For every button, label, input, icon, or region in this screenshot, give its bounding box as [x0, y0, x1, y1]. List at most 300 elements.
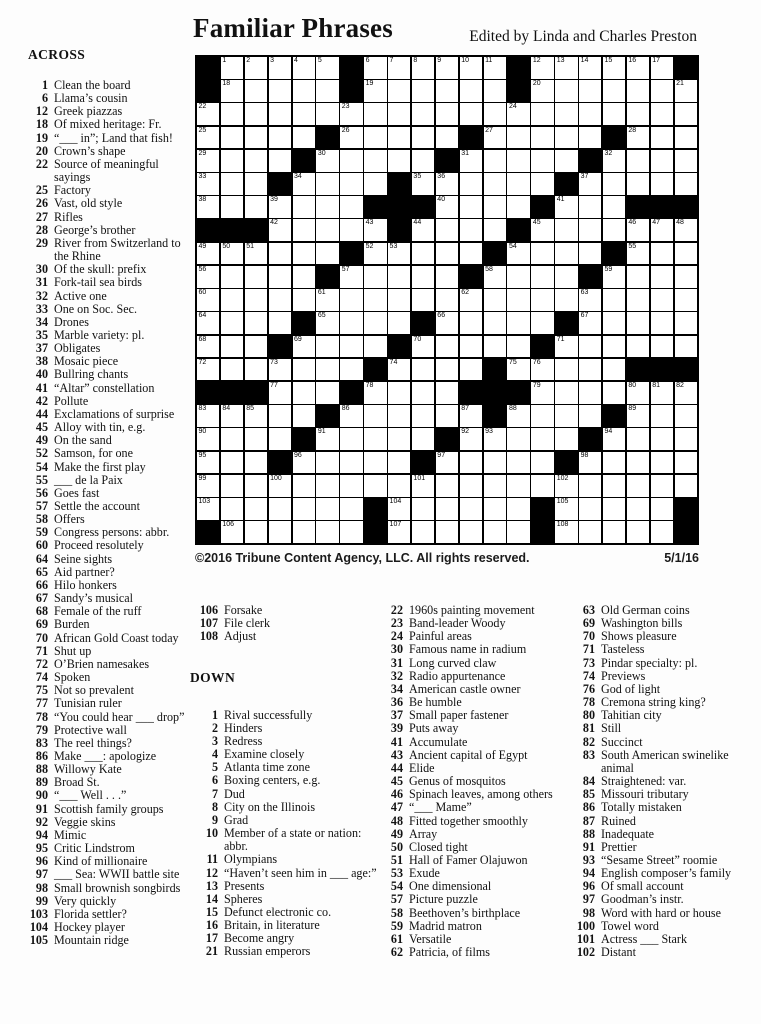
grid-cell[interactable] [531, 243, 553, 265]
grid-cell[interactable] [316, 289, 338, 311]
grid-cell[interactable] [579, 475, 601, 497]
grid-cell[interactable] [603, 475, 625, 497]
grid-cell[interactable] [627, 103, 649, 125]
grid-cell[interactable] [436, 382, 458, 404]
grid-cell[interactable] [651, 80, 673, 102]
grid-cell[interactable] [316, 382, 338, 404]
grid-cell[interactable] [651, 150, 673, 172]
grid-cell[interactable] [484, 103, 506, 125]
grid-cell[interactable] [293, 475, 315, 497]
grid-cell[interactable] [579, 103, 601, 125]
grid-cell[interactable] [507, 312, 529, 334]
grid-cell[interactable] [388, 405, 410, 427]
grid-cell[interactable] [579, 173, 601, 195]
grid-cell[interactable] [340, 266, 362, 288]
grid-cell[interactable] [412, 405, 434, 427]
grid-cell[interactable] [531, 150, 553, 172]
grid-cell[interactable] [627, 127, 649, 149]
grid-cell[interactable] [436, 80, 458, 102]
grid-cell[interactable] [412, 521, 434, 543]
grid-cell[interactable] [484, 521, 506, 543]
grid-cell[interactable] [245, 452, 267, 474]
grid-cell[interactable] [293, 103, 315, 125]
grid-cell[interactable] [412, 57, 434, 79]
grid-cell[interactable] [531, 103, 553, 125]
grid-cell[interactable] [436, 103, 458, 125]
grid-cell[interactable] [197, 243, 219, 265]
grid-cell[interactable] [651, 127, 673, 149]
grid-cell[interactable] [460, 312, 482, 334]
grid-cell[interactable] [555, 243, 577, 265]
grid-cell[interactable] [579, 359, 601, 381]
grid-cell[interactable] [507, 127, 529, 149]
grid-cell[interactable] [603, 103, 625, 125]
grid-cell[interactable] [651, 521, 673, 543]
grid-cell[interactable] [197, 452, 219, 474]
grid-cell[interactable] [364, 336, 386, 358]
grid-cell[interactable] [531, 405, 553, 427]
grid-cell[interactable] [579, 382, 601, 404]
grid-cell[interactable] [316, 103, 338, 125]
grid-cell[interactable] [531, 266, 553, 288]
grid-cell[interactable] [412, 336, 434, 358]
grid-cell[interactable] [675, 336, 697, 358]
grid-cell[interactable] [531, 452, 553, 474]
grid-cell[interactable] [627, 475, 649, 497]
grid-cell[interactable] [221, 196, 243, 218]
grid-cell[interactable] [555, 382, 577, 404]
grid-cell[interactable] [412, 80, 434, 102]
grid-cell[interactable] [245, 405, 267, 427]
grid-cell[interactable] [555, 266, 577, 288]
grid-cell[interactable] [388, 80, 410, 102]
grid-cell[interactable] [388, 57, 410, 79]
grid-cell[interactable] [555, 289, 577, 311]
grid-cell[interactable] [316, 428, 338, 450]
grid-cell[interactable] [651, 289, 673, 311]
grid-cell[interactable] [436, 405, 458, 427]
grid-cell[interactable] [579, 452, 601, 474]
grid-cell[interactable] [675, 405, 697, 427]
grid-cell[interactable] [555, 359, 577, 381]
grid-cell[interactable] [340, 219, 362, 241]
grid-cell[interactable] [460, 173, 482, 195]
grid-cell[interactable] [627, 405, 649, 427]
grid-cell[interactable] [651, 57, 673, 79]
grid-cell[interactable] [269, 312, 291, 334]
grid-cell[interactable] [531, 57, 553, 79]
grid-cell[interactable] [340, 405, 362, 427]
grid-cell[interactable] [245, 266, 267, 288]
grid-cell[interactable] [484, 57, 506, 79]
grid-cell[interactable] [221, 452, 243, 474]
grid-cell[interactable] [340, 289, 362, 311]
grid-cell[interactable] [627, 498, 649, 520]
grid-cell[interactable] [651, 452, 673, 474]
grid-cell[interactable] [460, 428, 482, 450]
grid-cell[interactable] [245, 289, 267, 311]
grid-cell[interactable] [293, 359, 315, 381]
grid-cell[interactable] [436, 359, 458, 381]
grid-cell[interactable] [388, 359, 410, 381]
grid-cell[interactable] [340, 336, 362, 358]
grid-cell[interactable] [364, 475, 386, 497]
grid-cell[interactable] [293, 196, 315, 218]
grid-cell[interactable] [579, 521, 601, 543]
grid-cell[interactable] [675, 103, 697, 125]
grid-cell[interactable] [507, 289, 529, 311]
grid-cell[interactable] [221, 498, 243, 520]
grid-cell[interactable] [293, 243, 315, 265]
grid-cell[interactable] [436, 219, 458, 241]
grid-cell[interactable] [651, 312, 673, 334]
grid-cell[interactable] [197, 312, 219, 334]
grid-cell[interactable] [221, 312, 243, 334]
grid-cell[interactable] [388, 382, 410, 404]
grid-cell[interactable] [412, 173, 434, 195]
grid-cell[interactable] [221, 405, 243, 427]
grid-cell[interactable] [245, 103, 267, 125]
grid-cell[interactable] [221, 359, 243, 381]
grid-cell[interactable] [484, 336, 506, 358]
grid-cell[interactable] [197, 498, 219, 520]
grid-cell[interactable] [460, 150, 482, 172]
grid-cell[interactable] [412, 359, 434, 381]
grid-cell[interactable] [460, 452, 482, 474]
grid-cell[interactable] [436, 173, 458, 195]
grid-cell[interactable] [412, 475, 434, 497]
grid-cell[interactable] [603, 196, 625, 218]
grid-cell[interactable] [531, 312, 553, 334]
grid-cell[interactable] [507, 196, 529, 218]
grid-cell[interactable] [603, 173, 625, 195]
grid-cell[interactable] [675, 289, 697, 311]
grid-cell[interactable] [221, 57, 243, 79]
grid-cell[interactable] [412, 150, 434, 172]
grid-cell[interactable] [531, 80, 553, 102]
grid-cell[interactable] [531, 127, 553, 149]
grid-cell[interactable] [197, 266, 219, 288]
grid-cell[interactable] [388, 428, 410, 450]
grid-cell[interactable] [388, 452, 410, 474]
grid-cell[interactable] [627, 289, 649, 311]
grid-cell[interactable] [197, 127, 219, 149]
grid-cell[interactable] [555, 57, 577, 79]
grid-cell[interactable] [627, 266, 649, 288]
grid-cell[interactable] [484, 312, 506, 334]
grid-cell[interactable] [388, 266, 410, 288]
grid-cell[interactable] [507, 359, 529, 381]
grid-cell[interactable] [675, 382, 697, 404]
grid-cell[interactable] [364, 289, 386, 311]
grid-cell[interactable] [269, 57, 291, 79]
grid-cell[interactable] [651, 498, 673, 520]
grid-cell[interactable] [555, 150, 577, 172]
grid-cell[interactable] [555, 521, 577, 543]
grid-cell[interactable] [293, 80, 315, 102]
grid-cell[interactable] [269, 243, 291, 265]
grid-cell[interactable] [579, 312, 601, 334]
grid-cell[interactable] [316, 80, 338, 102]
grid-cell[interactable] [316, 219, 338, 241]
grid-cell[interactable] [484, 428, 506, 450]
grid-cell[interactable] [484, 475, 506, 497]
grid-cell[interactable] [388, 103, 410, 125]
grid-cell[interactable] [340, 359, 362, 381]
grid-cell[interactable] [651, 266, 673, 288]
grid-cell[interactable] [269, 289, 291, 311]
grid-cell[interactable] [197, 405, 219, 427]
grid-cell[interactable] [388, 243, 410, 265]
grid-cell[interactable] [245, 57, 267, 79]
grid-cell[interactable] [603, 336, 625, 358]
grid-cell[interactable] [316, 475, 338, 497]
grid-cell[interactable] [603, 80, 625, 102]
grid-cell[interactable] [460, 405, 482, 427]
grid-cell[interactable] [412, 243, 434, 265]
grid-cell[interactable] [507, 498, 529, 520]
grid-cell[interactable] [627, 243, 649, 265]
grid-cell[interactable] [293, 336, 315, 358]
grid-cell[interactable] [197, 475, 219, 497]
grid-cell[interactable] [507, 103, 529, 125]
grid-cell[interactable] [484, 289, 506, 311]
grid-cell[interactable] [436, 498, 458, 520]
grid-cell[interactable] [388, 475, 410, 497]
grid-cell[interactable] [460, 80, 482, 102]
grid-cell[interactable] [436, 289, 458, 311]
grid-cell[interactable] [627, 382, 649, 404]
grid-cell[interactable] [555, 219, 577, 241]
grid-cell[interactable] [531, 382, 553, 404]
grid-cell[interactable] [293, 382, 315, 404]
grid-cell[interactable] [627, 452, 649, 474]
grid-cell[interactable] [245, 498, 267, 520]
grid-cell[interactable] [340, 103, 362, 125]
grid-cell[interactable] [436, 312, 458, 334]
crossword-grid[interactable] [195, 55, 699, 545]
grid-cell[interactable] [316, 243, 338, 265]
grid-cell[interactable] [412, 219, 434, 241]
grid-cell[interactable] [603, 521, 625, 543]
grid-cell[interactable] [627, 150, 649, 172]
grid-cell[interactable] [507, 150, 529, 172]
grid-cell[interactable] [579, 219, 601, 241]
grid-cell[interactable] [245, 475, 267, 497]
grid-cell[interactable] [460, 243, 482, 265]
grid-cell[interactable] [651, 243, 673, 265]
grid-cell[interactable] [364, 312, 386, 334]
grid-cell[interactable] [675, 243, 697, 265]
grid-cell[interactable] [269, 266, 291, 288]
grid-cell[interactable] [579, 57, 601, 79]
grid-cell[interactable] [675, 452, 697, 474]
grid-cell[interactable] [484, 150, 506, 172]
grid-cell[interactable] [579, 405, 601, 427]
grid-cell[interactable] [627, 57, 649, 79]
grid-cell[interactable] [555, 498, 577, 520]
grid-cell[interactable] [340, 498, 362, 520]
grid-cell[interactable] [269, 428, 291, 450]
grid-cell[interactable] [675, 150, 697, 172]
grid-cell[interactable] [293, 219, 315, 241]
grid-cell[interactable] [364, 452, 386, 474]
grid-cell[interactable] [388, 312, 410, 334]
grid-cell[interactable] [579, 196, 601, 218]
grid-cell[interactable] [627, 173, 649, 195]
grid-cell[interactable] [531, 428, 553, 450]
grid-cell[interactable] [484, 196, 506, 218]
grid-cell[interactable] [221, 80, 243, 102]
grid-cell[interactable] [603, 452, 625, 474]
grid-cell[interactable] [316, 498, 338, 520]
grid-cell[interactable] [651, 103, 673, 125]
grid-cell[interactable] [340, 150, 362, 172]
grid-cell[interactable] [269, 359, 291, 381]
grid-cell[interactable] [436, 57, 458, 79]
grid-cell[interactable] [245, 359, 267, 381]
grid-cell[interactable] [364, 57, 386, 79]
grid-cell[interactable] [460, 336, 482, 358]
grid-cell[interactable] [364, 103, 386, 125]
grid-cell[interactable] [269, 405, 291, 427]
grid-cell[interactable] [507, 452, 529, 474]
grid-cell[interactable] [603, 150, 625, 172]
grid-cell[interactable] [627, 80, 649, 102]
grid-cell[interactable] [269, 475, 291, 497]
grid-cell[interactable] [507, 266, 529, 288]
grid-cell[interactable] [651, 382, 673, 404]
grid-cell[interactable] [651, 173, 673, 195]
grid-cell[interactable] [555, 196, 577, 218]
grid-cell[interactable] [555, 103, 577, 125]
grid-cell[interactable] [269, 80, 291, 102]
grid-cell[interactable] [507, 173, 529, 195]
grid-cell[interactable] [484, 266, 506, 288]
grid-cell[interactable] [293, 405, 315, 427]
grid-cell[interactable] [484, 452, 506, 474]
grid-cell[interactable] [436, 196, 458, 218]
grid-cell[interactable] [436, 266, 458, 288]
grid-cell[interactable] [412, 382, 434, 404]
grid-cell[interactable] [221, 266, 243, 288]
grid-cell[interactable] [675, 173, 697, 195]
grid-cell[interactable] [603, 382, 625, 404]
grid-cell[interactable] [460, 289, 482, 311]
grid-cell[interactable] [531, 173, 553, 195]
grid-cell[interactable] [436, 336, 458, 358]
grid-cell[interactable] [531, 359, 553, 381]
grid-cell[interactable] [484, 80, 506, 102]
grid-cell[interactable] [555, 428, 577, 450]
grid-cell[interactable] [221, 150, 243, 172]
grid-cell[interactable] [221, 173, 243, 195]
grid-cell[interactable] [245, 150, 267, 172]
grid-cell[interactable] [388, 498, 410, 520]
grid-cell[interactable] [269, 219, 291, 241]
grid-cell[interactable] [245, 336, 267, 358]
grid-cell[interactable] [675, 127, 697, 149]
grid-cell[interactable] [579, 498, 601, 520]
grid-cell[interactable] [316, 150, 338, 172]
grid-cell[interactable] [507, 243, 529, 265]
grid-cell[interactable] [603, 428, 625, 450]
grid-cell[interactable] [603, 57, 625, 79]
grid-cell[interactable] [627, 219, 649, 241]
grid-cell[interactable] [531, 289, 553, 311]
grid-cell[interactable] [436, 127, 458, 149]
grid-cell[interactable] [316, 452, 338, 474]
grid-cell[interactable] [221, 521, 243, 543]
grid-cell[interactable] [627, 428, 649, 450]
grid-cell[interactable] [555, 127, 577, 149]
grid-cell[interactable] [675, 219, 697, 241]
grid-cell[interactable] [221, 127, 243, 149]
grid-cell[interactable] [197, 428, 219, 450]
grid-cell[interactable] [269, 150, 291, 172]
grid-cell[interactable] [484, 219, 506, 241]
grid-cell[interactable] [364, 127, 386, 149]
grid-cell[interactable] [412, 266, 434, 288]
grid-cell[interactable] [412, 127, 434, 149]
grid-cell[interactable] [388, 289, 410, 311]
grid-cell[interactable] [340, 127, 362, 149]
grid-cell[interactable] [507, 428, 529, 450]
grid-cell[interactable] [340, 475, 362, 497]
grid-cell[interactable] [507, 336, 529, 358]
grid-cell[interactable] [293, 57, 315, 79]
grid-cell[interactable] [555, 80, 577, 102]
grid-cell[interactable] [675, 475, 697, 497]
grid-cell[interactable] [675, 312, 697, 334]
grid-cell[interactable] [221, 336, 243, 358]
grid-cell[interactable] [316, 312, 338, 334]
grid-cell[interactable] [579, 243, 601, 265]
grid-cell[interactable] [364, 382, 386, 404]
grid-cell[interactable] [269, 103, 291, 125]
grid-cell[interactable] [388, 127, 410, 149]
grid-cell[interactable] [651, 219, 673, 241]
grid-cell[interactable] [245, 80, 267, 102]
grid-cell[interactable] [603, 498, 625, 520]
grid-cell[interactable] [316, 359, 338, 381]
grid-cell[interactable] [460, 359, 482, 381]
grid-cell[interactable] [460, 219, 482, 241]
grid-cell[interactable] [293, 521, 315, 543]
grid-cell[interactable] [269, 127, 291, 149]
grid-cell[interactable] [364, 266, 386, 288]
grid-cell[interactable] [269, 521, 291, 543]
grid-cell[interactable] [460, 103, 482, 125]
grid-cell[interactable] [579, 80, 601, 102]
grid-cell[interactable] [531, 219, 553, 241]
grid-cell[interactable] [555, 405, 577, 427]
grid-cell[interactable] [197, 289, 219, 311]
grid-cell[interactable] [245, 173, 267, 195]
grid-cell[interactable] [651, 475, 673, 497]
grid-cell[interactable] [364, 173, 386, 195]
grid-cell[interactable] [197, 173, 219, 195]
grid-cell[interactable] [245, 428, 267, 450]
grid-cell[interactable] [484, 127, 506, 149]
grid-cell[interactable] [340, 173, 362, 195]
grid-cell[interactable] [507, 521, 529, 543]
grid-cell[interactable] [603, 359, 625, 381]
grid-cell[interactable] [245, 196, 267, 218]
grid-cell[interactable] [388, 150, 410, 172]
grid-cell[interactable] [316, 336, 338, 358]
grid-cell[interactable] [293, 498, 315, 520]
